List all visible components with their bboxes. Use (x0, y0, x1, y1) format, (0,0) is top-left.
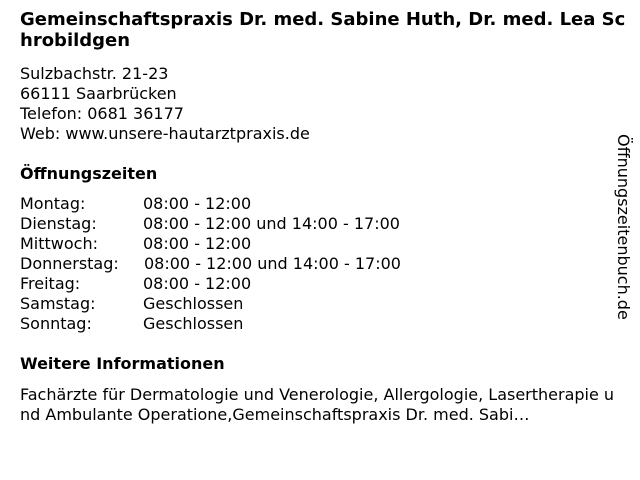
hours-day-label: Donnerstag: (20, 254, 119, 273)
site-watermark-text: Öffnungszeitenbuch.de (614, 134, 633, 320)
further-information-heading: Weitere Informationen (20, 354, 225, 373)
city-postal-code: 66111 Saarbrücken (20, 84, 177, 103)
practice-name: Gemeinschaftspraxis Dr. med. Sabine Huth, Dr. med. Lea Schrobildgen (20, 9, 626, 51)
address-block (20, 64, 310, 144)
phone-number: Telefon: 0681 36177 (20, 104, 184, 123)
hours-time-value: 08:00 - 12:00 (143, 274, 252, 293)
hours-time-value: 08:00 - 12:00 (143, 194, 252, 213)
hours-time-value: 08:00 - 12:00 (143, 234, 252, 253)
street-address: Sulzbachstr. 21-23 (20, 64, 169, 83)
hours-time-value: Geschlossen (143, 294, 244, 313)
hours-day-label: Montag: (20, 194, 86, 213)
hours-time-value: 08:00 - 12:00 und 14:00 - 17:00 (143, 214, 400, 233)
hours-time-value: 08:00 - 12:00 und 14:00 - 17:00 (144, 254, 401, 273)
hours-day-label: Freitag: (20, 274, 81, 293)
hours-day-label: Mittwoch: (20, 234, 98, 253)
hours-time-value: Geschlossen (143, 314, 244, 333)
hours-day-label: Samstag: (20, 294, 96, 313)
hours-day-label: Sonntag: (20, 314, 92, 333)
site-watermark (613, 134, 633, 364)
website-link: Web: www.unsere-hautarztpraxis.de (20, 124, 310, 143)
opening-hours-heading: Öffnungszeiten (20, 164, 158, 183)
further-information-text: Fachärzte für Dermatologie und Venerologie, Allergologie, Lasertherapie und Ambulante Operatione,Gemeinschaftspraxis Dr. med. Sabi… (20, 385, 615, 424)
hours-day-label: Dienstag: (20, 214, 97, 233)
